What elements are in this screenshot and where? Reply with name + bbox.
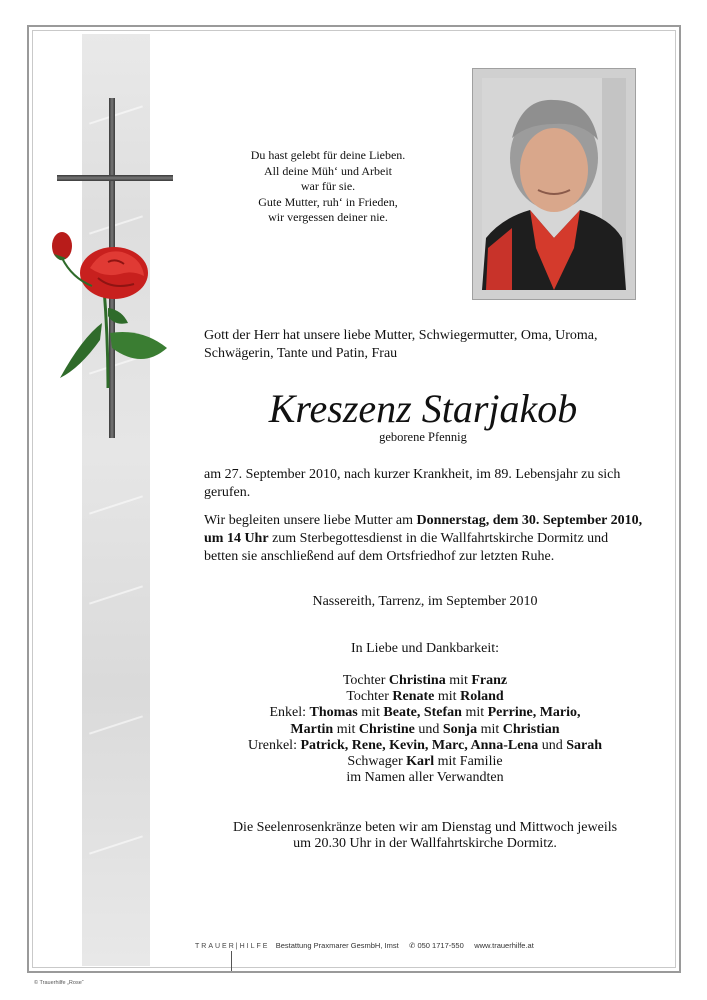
- decorative-band: [82, 34, 150, 966]
- rose-icon: [42, 228, 172, 398]
- poem-line: Du hast gelebt für deine Lieben.: [250, 148, 406, 162]
- logo-divider: [231, 951, 232, 971]
- phone-number: ✆ 050 1717-550: [409, 941, 464, 950]
- funeral-info: Wir begleiten unsere liebe Mutter am Donnerstag, dem 30. September 2010, um 14 Uhr zum Sterbegottesdienst in die Wallfahrtskirche Dormitz und betten sie anschließend auf dem Ortsfriedhof zur letzten Ruhe.: [204, 513, 643, 564]
- place-date: Nassereith, Tarrenz, im September 2010: [312, 594, 538, 609]
- death-notice: am 27. September 2010, nach kurzer Krankheit, im 89. Lebensjahr zu sich gerufen.: [204, 467, 621, 500]
- website-link[interactable]: www.trauerhilfe.at: [474, 941, 534, 950]
- rosary-line: Die Seelenrosenkränze beten wir am Dienstag und Mittwoch jeweils: [232, 820, 618, 835]
- family-line: Tochter Renate mit Roland: [346, 689, 504, 705]
- poem-line: Gute Mutter, ruh‘ in Frieden,: [258, 194, 398, 209]
- gratitude-heading: In Liebe und Dankbarkeit:: [350, 641, 500, 656]
- brand-logo: TRAUER|HILFE: [195, 943, 270, 950]
- deceased-name: Kreszenz Starjakob: [268, 386, 578, 431]
- copyright-note: © Trauerhilfe „Rose“: [34, 980, 84, 986]
- poem-line: wir vergessen deiner nie.: [268, 210, 388, 224]
- family-line: Enkel: Thomas mit Beate, Stefan mit Perrine, Mario,: [269, 705, 581, 721]
- intro-text: Gott der Herr hat unsere liebe Mutter, Schwiegermutter, Oma, Uroma, Schwägerin, Tante und Patin, Frau: [204, 328, 598, 361]
- birth-name: geborene Pfennig: [379, 430, 467, 444]
- family-line: Tochter Christina mit Franz: [342, 673, 508, 688]
- footer: [195, 941, 655, 950]
- poem-line: All deine Müh‘ und Arbeit: [264, 163, 392, 178]
- family-line: Martin mit Christine und Sonja mit Christian: [290, 721, 560, 737]
- rosary-notice: [190, 820, 660, 852]
- rosary-line: um 20.30 Uhr in der Wallfahrtskirche Dormitz.: [293, 836, 557, 852]
- cross-icon-horizontal: [57, 175, 173, 181]
- family-list: [190, 673, 660, 786]
- portrait-photo: [482, 78, 626, 290]
- family-line: im Namen aller Verwandten: [346, 770, 504, 786]
- memorial-poem: [228, 148, 428, 226]
- family-line: Urenkel: Patrick, Rene, Kevin, Marc, Anna-Lena und Sarah: [247, 737, 602, 753]
- family-line: Schwager Karl mit Familie: [347, 754, 503, 770]
- company-name: Bestattung Praxmarer GesmbH, Imst: [275, 941, 399, 950]
- poem-line: war für sie.: [300, 179, 356, 193]
